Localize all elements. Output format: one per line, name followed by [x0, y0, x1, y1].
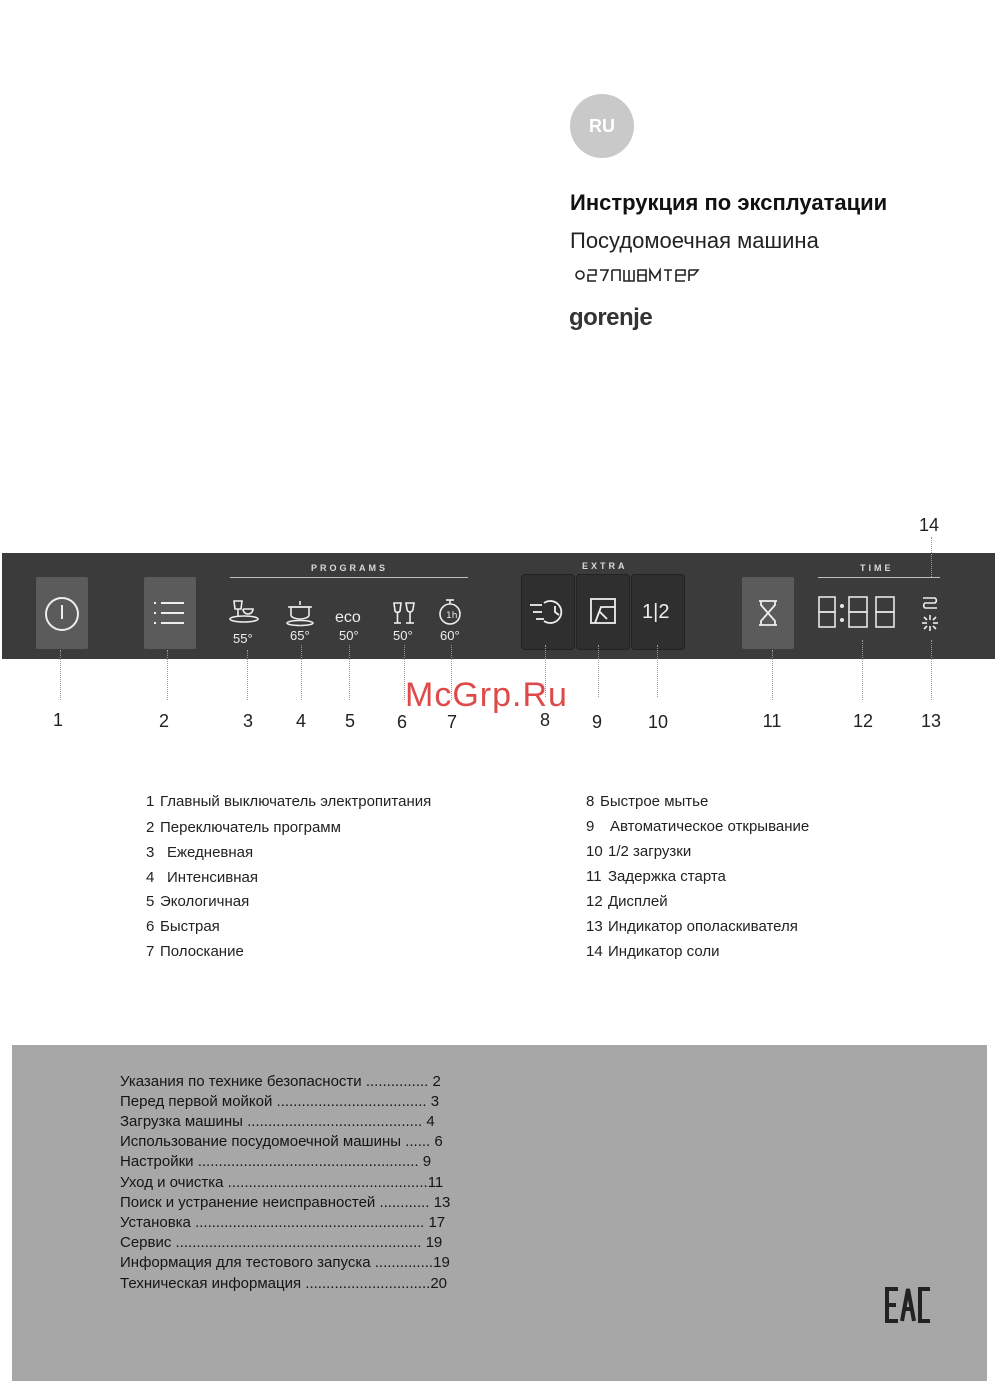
toc-entry[interactable]: Перед первой мойкой .................................... 3	[120, 1093, 440, 1110]
leader-line	[657, 645, 658, 697]
leader-line	[301, 645, 302, 700]
callout-11: 11	[762, 711, 782, 731]
legend-item: 6 Быстрая	[146, 918, 220, 935]
leader-line	[598, 645, 599, 697]
quick-wash-icon	[522, 575, 574, 649]
callout-10: 10	[647, 712, 669, 732]
toc-entry[interactable]: Информация для тестового запуска ..............19	[120, 1254, 450, 1271]
document-title: Инструкция по эксплуатации	[570, 190, 888, 215]
time-display	[816, 593, 902, 633]
leader-line	[931, 537, 932, 577]
legend-item: 5 Экологичная	[146, 893, 250, 910]
power-button[interactable]	[36, 577, 88, 649]
eco-icon: eco	[335, 609, 361, 626]
leader-line	[931, 640, 932, 700]
time-rule	[818, 577, 940, 578]
callout-6: 6	[396, 712, 407, 732]
rinse-icon	[436, 597, 464, 627]
svg-text:1h: 1h	[446, 611, 458, 621]
power-icon	[36, 577, 88, 649]
brand-logo: gorenje	[569, 304, 653, 331]
legend-item: 13 Индикатор ополаскивателя	[586, 918, 798, 935]
document-subtitle: Посудомоечная машина	[570, 228, 819, 253]
callout-2: 2	[158, 711, 169, 731]
toc-entry[interactable]: Использование посудомоечной машины ...... 6	[120, 1133, 443, 1150]
callout-13: 13	[920, 711, 942, 731]
half-load-label: 1|2	[642, 601, 670, 623]
callout-5: 5	[344, 711, 355, 731]
legend-item: 12 Дисплей	[586, 893, 668, 910]
toc-entry[interactable]: Сервис ........................................................... 19	[120, 1234, 443, 1251]
rinse-temp: 60°	[440, 628, 460, 643]
toc-entry[interactable]: Уход и очистка ................................................11	[120, 1174, 444, 1191]
legend-item: 3 Ежедневная	[146, 844, 254, 861]
program-selector-button[interactable]	[144, 577, 196, 649]
legend-item: 14 Индикатор соли	[586, 943, 720, 960]
door-open-icon	[577, 575, 629, 649]
toc-entry[interactable]: Загрузка машины .......................................... 4	[120, 1113, 435, 1130]
leader-line	[60, 650, 61, 700]
salt-indicator-icon	[920, 595, 940, 611]
intensive-temp: 65°	[290, 628, 310, 643]
leader-line	[247, 650, 248, 700]
toc-entry[interactable]: Техническая информация ..............................20	[120, 1275, 447, 1292]
programs-rule	[230, 577, 468, 578]
list-icon	[144, 577, 196, 649]
daily-icon	[226, 597, 262, 629]
programs-label: PROGRAMS	[311, 563, 389, 573]
toc-entry[interactable]: Указания по технике безопасности ............... 2	[120, 1073, 441, 1090]
leader-line	[349, 645, 350, 700]
quick-icon	[390, 599, 418, 627]
callout-14: 14	[918, 515, 940, 535]
callout-7: 7	[446, 712, 457, 732]
time-label: TIME	[860, 563, 894, 573]
language-badge: RU	[570, 94, 634, 158]
legend-item: 7 Полоскание	[146, 943, 244, 960]
delay-start-button[interactable]	[742, 577, 794, 649]
legend-item: 10 1/2 загрузки	[586, 843, 692, 860]
daily-temp: 55°	[233, 631, 253, 646]
callout-3: 3	[242, 711, 253, 731]
rinse-aid-indicator-icon	[920, 613, 940, 633]
toc-entry[interactable]: Установка ....................................................... 17	[120, 1214, 446, 1231]
legend-item: 8 Быстрое мытье	[586, 793, 709, 810]
hourglass-icon	[742, 577, 794, 649]
extra-label: EXTRA	[582, 561, 628, 571]
half-load-button[interactable]	[631, 574, 685, 650]
legend-item: 11 Задержка старта	[586, 868, 726, 885]
legend-item: 1 Главный выключатель электропитания	[146, 793, 432, 810]
eac-certification-mark	[884, 1285, 932, 1325]
quick-wash-button[interactable]	[521, 574, 575, 650]
toc-entry[interactable]: Поиск и устранение неисправностей ............ 13	[120, 1194, 451, 1211]
legend-item: 9 Автоматическое открывание	[586, 818, 810, 835]
quick-temp: 50°	[393, 628, 413, 643]
legend-item: 4 Интенсивная	[146, 869, 258, 886]
toc-entry[interactable]: Настройки ..................................................... 9	[120, 1153, 432, 1170]
model-code-glyphs	[574, 264, 700, 287]
callout-9: 9	[591, 712, 602, 732]
leader-line	[862, 640, 863, 700]
callout-4: 4	[295, 711, 306, 731]
leader-line	[772, 650, 773, 700]
callout-8: 8	[539, 710, 550, 730]
legend-item: 2 Переключатель программ	[146, 819, 341, 836]
eco-temp: 50°	[339, 628, 359, 643]
callout-1: 1	[52, 710, 63, 730]
watermark: McGrp.Ru	[405, 676, 568, 714]
callout-12: 12	[852, 711, 874, 731]
auto-door-open-button[interactable]	[576, 574, 630, 650]
leader-line	[167, 650, 168, 700]
intensive-icon	[284, 597, 316, 629]
control-panel	[2, 553, 995, 659]
